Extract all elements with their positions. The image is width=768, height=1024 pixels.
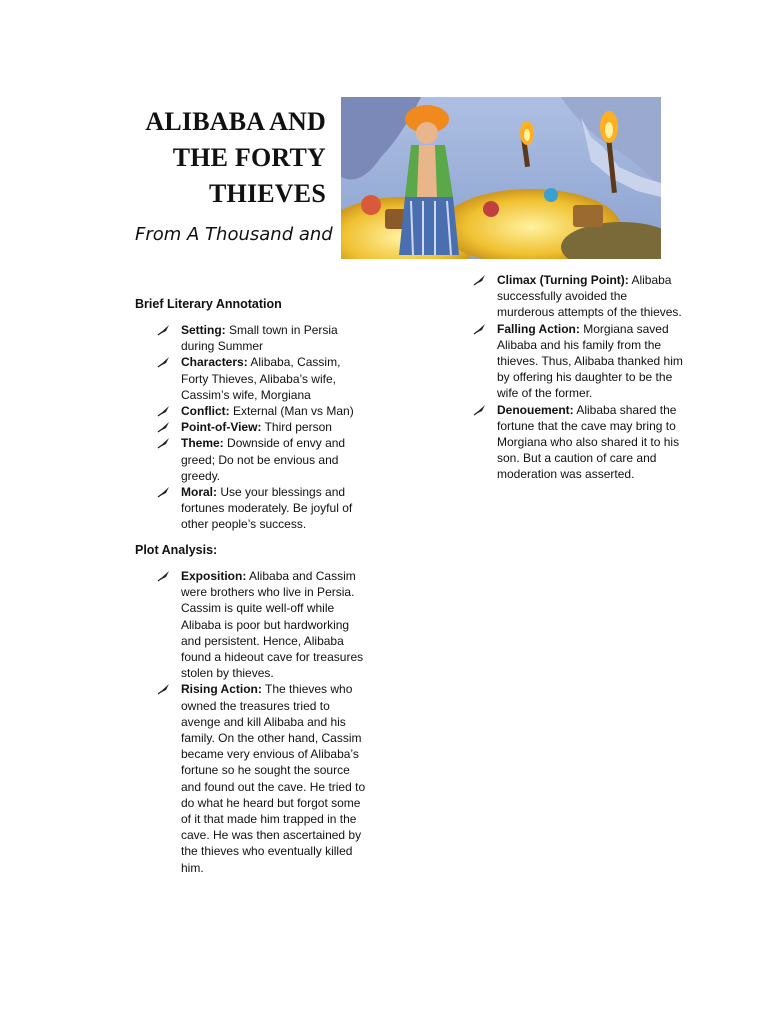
quill-bullet-icon	[157, 421, 171, 433]
setting-label: Setting:	[181, 323, 226, 337]
plot-list-right	[473, 272, 685, 483]
list-item	[473, 272, 685, 321]
quill-bullet-icon	[473, 323, 487, 335]
list-item	[157, 681, 367, 875]
annotation-list	[157, 322, 367, 533]
quill-bullet-icon	[157, 486, 171, 498]
climax-text: Alibaba successfully avoided the murderous attempts of the thieves.	[497, 273, 682, 320]
list-item	[157, 484, 367, 533]
plot-heading: Plot Analysis:	[135, 543, 218, 557]
exposition-text: Alibaba and Cassim were brothers who live in Persia. Cassim is quite well-off while Alibaba is poor but hardworking and persistent. Hence, Alibaba found a hideout cave for treasures stolen by thieves.	[181, 569, 364, 681]
setting-text: Small town in Persia during Summer	[181, 323, 338, 354]
quill-bullet-icon	[157, 570, 171, 582]
list-item	[473, 321, 685, 402]
denouement-text: Alibaba shared the fortune that the cave may bring to Morgiana who also shared it to his son. But a caution of care and moderation was asserted.	[497, 402, 680, 482]
characters-text: Alibaba, Cassim, Forty Thieves, Alibaba’s wife, Cassim’s wife, Morgiana	[181, 355, 341, 402]
list-item	[157, 435, 367, 484]
title-line-3: THIEVES	[208, 179, 326, 208]
list-item	[157, 568, 367, 681]
falling-action-text: Morgiana saved Alibaba and his family from the thieves. Thus, Alibaba thanked him by offering his daughter to be the wife of the former.	[497, 321, 683, 401]
page-title	[110, 104, 326, 212]
list-item	[473, 402, 685, 483]
theme-label: Theme:	[181, 436, 224, 451]
pov-text: Third person	[264, 420, 332, 435]
annotation-heading: Brief Literary Annotation	[135, 297, 282, 311]
denouement-label: Denouement:	[497, 402, 574, 417]
characters-label: Characters:	[181, 355, 248, 370]
conflict-label: Conflict:	[181, 404, 230, 419]
falling-action-label: Falling Action:	[497, 321, 580, 336]
quill-bullet-icon	[473, 404, 487, 416]
illustration-artwork	[341, 97, 661, 259]
moral-label: Moral:	[181, 485, 217, 500]
title-line-1: ALIBABA AND	[145, 107, 326, 136]
list-item	[157, 322, 367, 354]
rising-action-label: Rising Action:	[181, 682, 262, 697]
title-line-2: THE FORTY	[172, 143, 326, 172]
theme-text: Downside of envy and greed; Do not be envious and greedy.	[181, 436, 346, 483]
subtitle: From A Thousand and	[135, 224, 333, 245]
quill-bullet-icon	[157, 324, 171, 336]
quill-bullet-icon	[157, 683, 171, 695]
rising-action-text: The thieves who owned the treasures tried to avenge and kill Alibaba and his family. On the other hand, Cassim became very envious of Alibaba’s fortune so he sought the source and found out the cave. He tried to do what he heard but forgot some of it that made him trapped in the cave. He was then ascertained by the thieves who eventually killed him.	[181, 682, 366, 875]
plot-list	[157, 568, 367, 876]
quill-bullet-icon	[157, 405, 171, 417]
climax-label: Climax (Turning Point):	[497, 273, 629, 287]
list-item	[157, 403, 367, 419]
story-illustration	[341, 97, 661, 259]
quill-bullet-icon	[473, 274, 487, 286]
quill-bullet-icon	[157, 356, 171, 368]
moral-text: Use your blessings and fortunes moderately. Be joyful of other people’s success.	[181, 485, 353, 532]
list-item	[157, 419, 367, 435]
quill-bullet-icon	[157, 437, 171, 449]
list-item	[157, 354, 367, 403]
conflict-text: External (Man vs Man)	[233, 404, 354, 419]
exposition-label: Exposition:	[181, 569, 247, 583]
pov-label: Point-of-View:	[181, 420, 262, 435]
